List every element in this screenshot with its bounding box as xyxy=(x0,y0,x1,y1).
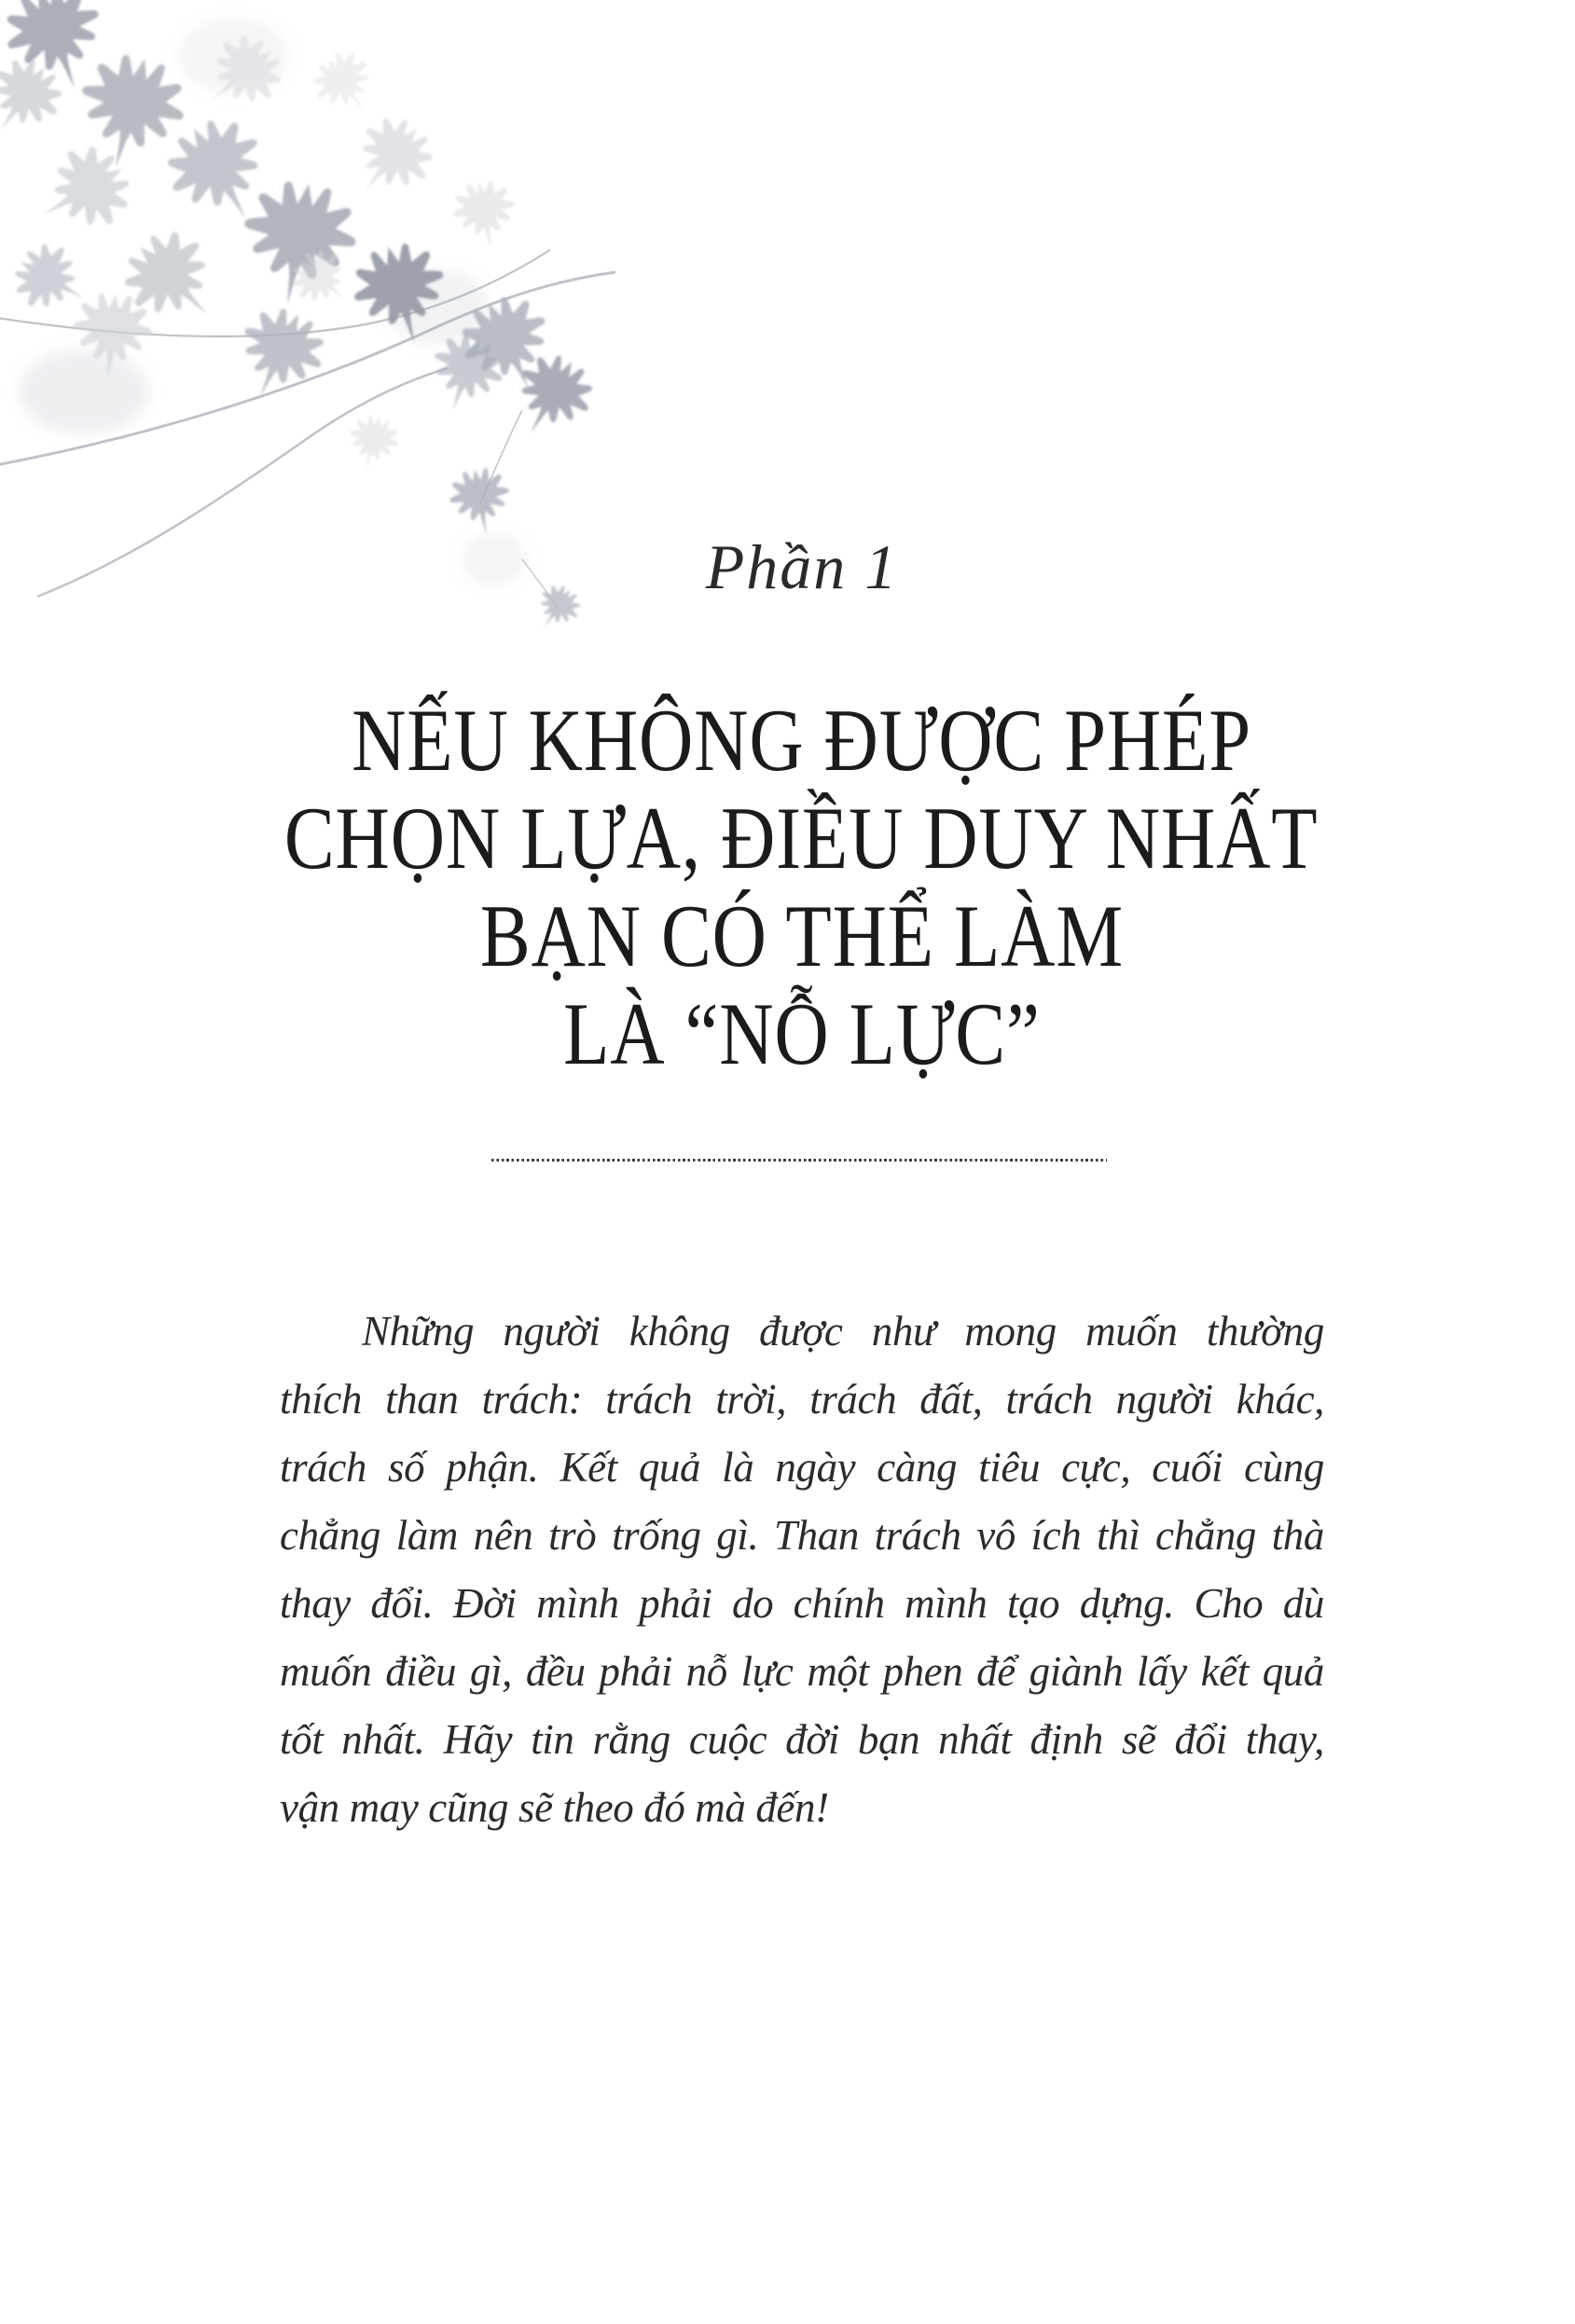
body-paragraph xyxy=(280,1298,1324,1842)
paragraph-line: tốt nhất. Hãy tin rằng cuộc đời bạn nhất định sẽ đổi thay, xyxy=(280,1716,1324,1763)
dotted-divider xyxy=(491,1159,1107,1162)
chapter-title-line xyxy=(14,985,1575,1083)
watercolor-wash xyxy=(19,19,527,585)
paragraph-line: chẳng làm nên trò trống gì. Than trách vô ích thì chẳng thà xyxy=(280,1512,1324,1559)
part-label: Phần 1 xyxy=(705,531,899,602)
leaf-cluster xyxy=(0,0,522,422)
chapter-title-line-3: BẠN CÓ THỂ LÀM xyxy=(479,887,1124,985)
chapter-title-line xyxy=(14,692,1575,790)
chapter-title-line xyxy=(14,887,1575,985)
chapter-title-line-4: LÀ “NỖ LỰC” xyxy=(562,984,1041,1083)
chapter-title xyxy=(14,692,1575,1083)
paragraph-line: muốn điều gì, đều phải nỗ lực một phen để giành lấy kết quả xyxy=(280,1648,1324,1695)
paragraph-line: vận may cũng sẽ theo đó mà đến! xyxy=(280,1784,829,1831)
paragraph-line: thay đổi. Đời mình phải do chính mình tạo dựng. Cho dù xyxy=(280,1580,1324,1627)
paragraph-line: thích than trách: trách trời, trách đất, trách người khác, xyxy=(280,1376,1324,1423)
paragraph-line: Những người không được như mong muốn thường xyxy=(362,1308,1324,1355)
chapter-title-line-2: CHỌN LỰA, ĐIỀU DUY NHẤT xyxy=(284,789,1319,887)
paragraph-line: trách số phận. Kết quả là ngày càng tiêu cực, cuối cùng xyxy=(280,1444,1324,1491)
chapter-title-line-1: NẾU KHÔNG ĐƯỢC PHÉP xyxy=(352,691,1251,790)
chapter-title-line xyxy=(14,790,1575,887)
